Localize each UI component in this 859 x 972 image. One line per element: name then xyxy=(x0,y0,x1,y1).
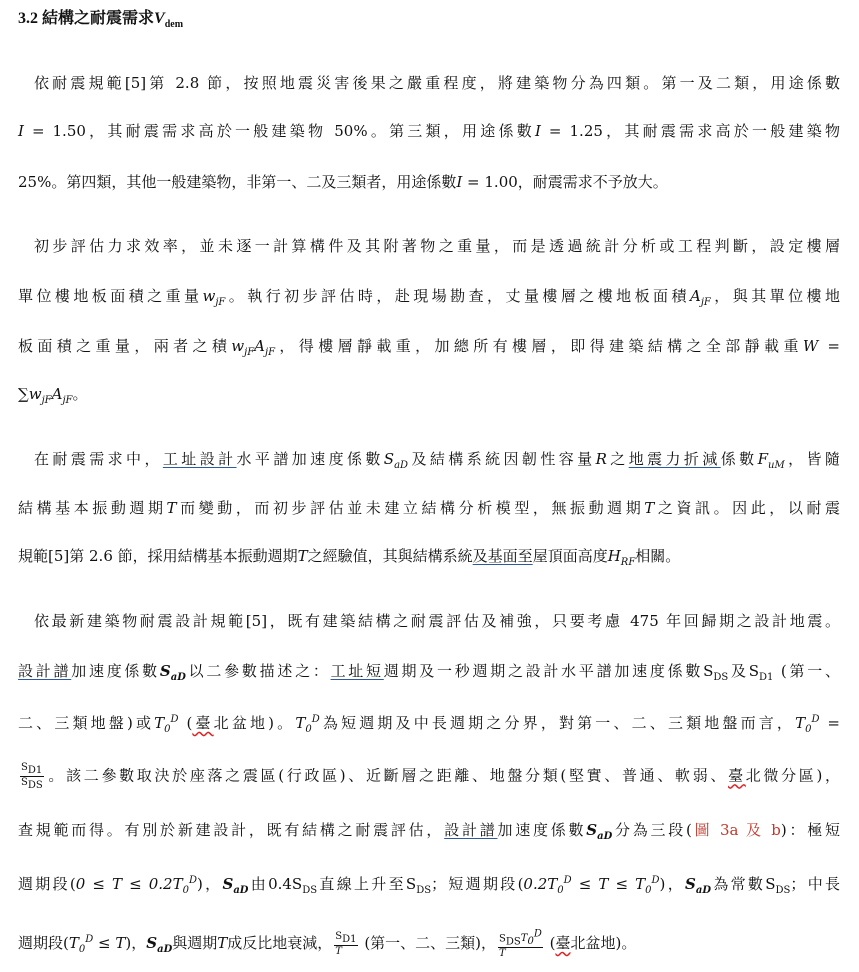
paragraph-1-line-3: 25%。第四類，其他一般建築物，非第一、二及三類者，用途係數I = 1.00，耐震需求不予放大。 xyxy=(18,173,668,191)
figure-reference: 圖 3a 及 b xyxy=(691,821,781,839)
paragraph-2-line-2: 單位樓地板面積之重量$w_{jF}$。執行初步評估時，赴現場勘查，丈量樓層之樓地板面積$A_{jF}$，與其單位樓地 xyxy=(18,287,840,308)
paragraph-2-line-4: $\sum w_{jF}A_{jF}$。 xyxy=(18,385,88,406)
paragraph-4-line-2: 設計譜加速度係數$S_{aD}$以二參數描述之：工址短週期及一秒週期之設計水平譜加速度係數$S_{DS}$及$S_{D1}$ (第一、 xyxy=(18,662,840,683)
paragraph-3-line-3: 規範[5]第 2.6 節，採用結構基本振動週期T之經驗值，其與結構系統及基面至屋頂面高度$H_{RF}$相關。 xyxy=(18,547,681,568)
paragraph-1-line-1: 依耐震規範[5]第 2.8 節，按照地震災害後果之嚴重程度，將建築物分為四類。第一及二類，用途係數 xyxy=(34,74,840,92)
paragraph-4-line-5: 查規範而得。有別於新建設計，既有結構之耐震評估，設計譜加速度係數$S_{aD}$分為三段(圖 3a 及 b)：極短 xyxy=(18,821,840,842)
heading-subscript: dem xyxy=(164,19,184,30)
paragraph-4-line-3: 二、三類地盤)或$T_0^D$ (臺北盆地)。$T_0^D$為短週期及中長週期之分界，對第一、二、三類地盤而言，$T_0^D$ = xyxy=(18,714,840,735)
paragraph-3-line-1: 在耐震需求中，工址設計水平譜加速度係數$S_{aD}$及結構系統因韌性容量R之地震力折減係數$F_{uM}$，皆隨 xyxy=(34,450,840,471)
paragraph-4-line-7: 週期段$(T_0^D \le T)$，$S_{aD}$與週期T成反比地衰減， $\frac{S_{D1}}{T}$ (第一、二、三類)， $\frac{S_{DS}T_0^D}{T}$ (臺北盆地)。 xyxy=(18,929,637,960)
heading-symbol: V xyxy=(154,10,165,27)
heading-text: 3.2 結構之耐震需求 xyxy=(18,10,155,27)
paragraph-4-line-1: 依最新建築物耐震設計規範[5]，既有建築結構之耐震評估及補強，只要考慮 475 年回歸期之設計地震。 xyxy=(34,612,840,630)
paragraph-2-line-1: 初步評估力求效率，並未逐一計算構件及其附著物之重量，而是透過統計分析或工程判斷，設定樓層 xyxy=(34,237,840,255)
section-heading xyxy=(18,8,183,36)
paragraph-4-line-6: 週期段$(0 \le T \le 0.2T_0^D)$，$S_{aD}$由$0.4S_{DS}$直線上升至$S_{DS}$；短週期段$(0.2T_0^D \le T \le T_0^D)$，$S_{aD}$為常數$S_{DS}$；中長 xyxy=(18,875,840,896)
paragraph-1-line-2: I = 1.50，其耐震需求高於一般建築物 50%。第三類，用途係數I = 1.25，其耐震需求高於一般建築物 xyxy=(18,122,840,140)
paragraph-2-line-3: 板面積之重量，兩者之積$w_{jF}A_{jF}$，得樓層靜載重，加總所有樓層，即得建築結構之全部靜載重W = xyxy=(18,337,840,358)
paragraph-4-line-4: $\frac{S_{D1}}{S_{DS}}$ 。該二參數取決於座落之震區(行政區)、近斷層之距離、地盤分類(堅實、普通、軟弱、臺北微分區)， xyxy=(21,762,840,791)
paragraph-3-line-2: 結構基本振動週期T而變動，而初步評估並未建立結構分析模型，無振動週期T之資訊。因此，以耐震 xyxy=(18,499,840,517)
